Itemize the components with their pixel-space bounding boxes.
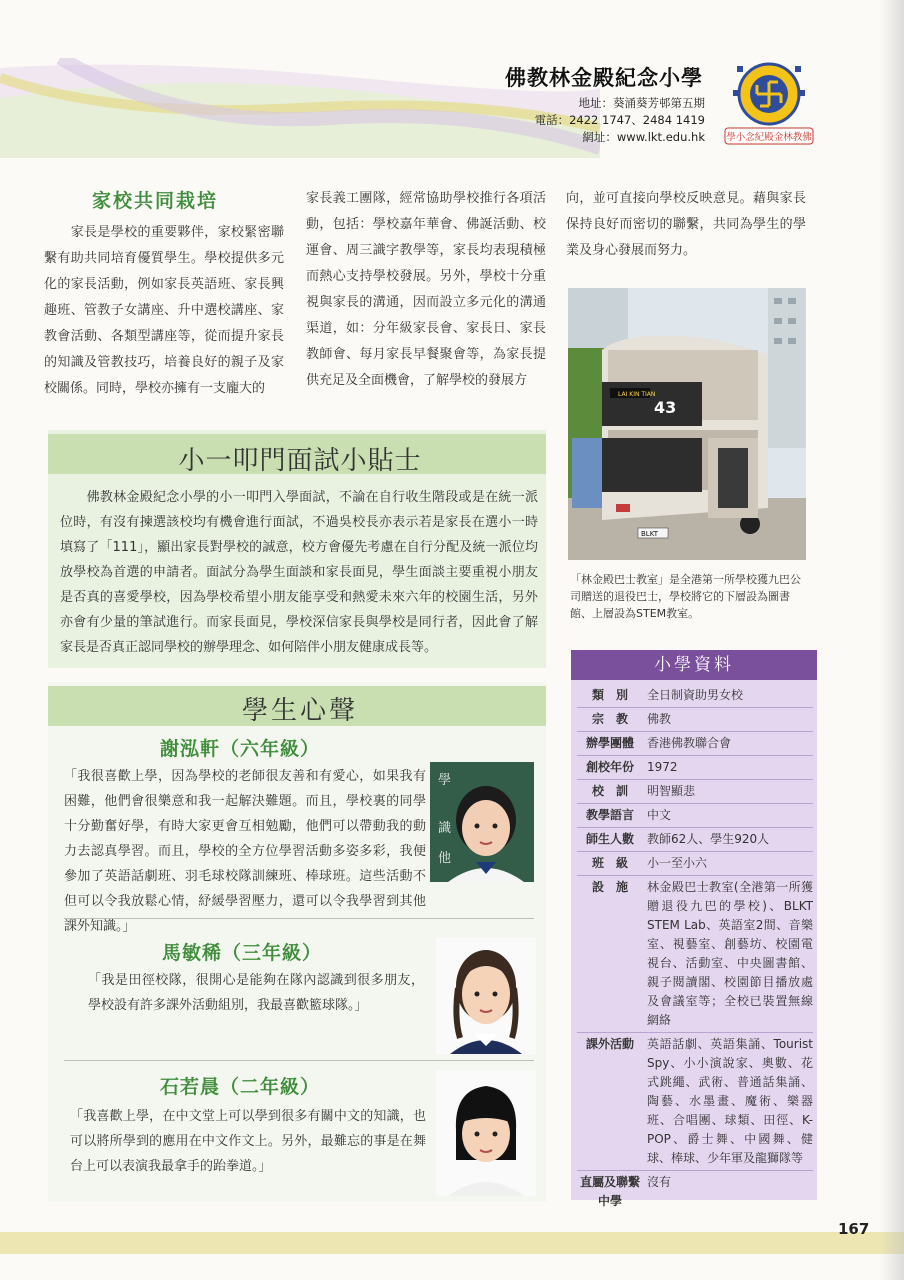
family-section-heading: 家校共同栽培 (92, 190, 219, 212)
school-logo (723, 60, 815, 146)
info-value: 佛教 (647, 712, 672, 726)
info-row-activities (577, 1033, 813, 1171)
student-photo-2 (436, 938, 536, 1054)
info-row-headcount (577, 828, 813, 852)
info-value: 香港佛教聯合會 (647, 736, 732, 750)
info-label: 創校年份 (585, 760, 634, 774)
student-voices-title: 學生心聲 (241, 696, 358, 726)
info-row-motto (577, 780, 813, 804)
footer-strip (0, 1232, 904, 1254)
info-label: 類 別 (591, 688, 628, 702)
info-label: 辦學團體 (585, 736, 634, 750)
info-row-founded (577, 756, 813, 780)
logo-text: 學小念紀殿金林教佛 (726, 132, 812, 143)
board-char-1: 學 (438, 773, 452, 788)
info-value: 全日制資助男女校 (647, 688, 744, 702)
family-text-col1: 家長是學校的重要夥伴，家校緊密聯繫有助共同培育優質學生。學校提供多元化的家長活動，例如家長英語班、家長興趣班、管教子女講座、升中選校講座、家教會活動、各類型講座等，從而提升家長的知識及管教技巧，培養良好的親子及家校關係。同時，學校亦擁有一支龐大的 (44, 225, 284, 396)
info-label: 直屬及聯繫中學 (579, 1175, 640, 1208)
interview-tips-title: 小一叩門面試小貼士 (178, 446, 422, 476)
board-char-2: 識 (438, 821, 452, 836)
bus-route-number: 43 (654, 398, 677, 417)
info-label: 宗 教 (591, 712, 628, 726)
bus-classroom-photo (568, 288, 806, 560)
info-row-facilities (577, 876, 813, 1033)
info-label: 教學語言 (585, 808, 634, 822)
info-value: 教師62人、學生920人 (647, 832, 770, 846)
info-label: 課外活動 (585, 1037, 634, 1051)
info-row-category (577, 684, 813, 708)
info-row-language (577, 804, 813, 828)
info-row-secondary (577, 1171, 813, 1213)
info-label: 班 級 (591, 856, 628, 870)
school-info-table (577, 684, 813, 1213)
student-name-1: 謝泓軒（六年級） (160, 738, 321, 760)
student-name-3: 石若晨（二年級） (160, 1076, 321, 1098)
bus-caption: 「林金殿巴士教室」是全港第一所學校獲九巴公司贈送的退役巴士，學校將它的下層設為圖書館、上層設為STEM教室。 (570, 573, 801, 620)
school-phone: 電話：2422 1747、2484 1419 (534, 113, 705, 127)
school-contact-info (520, 95, 705, 146)
info-value: 1972 (647, 760, 678, 774)
school-name: 佛教林金殿紀念小學 (505, 66, 703, 90)
school-address: 地址：葵涌葵芳邨第五期 (578, 96, 705, 110)
info-row-religion (577, 708, 813, 732)
info-label: 師生人數 (585, 832, 634, 846)
info-row-classes (577, 852, 813, 876)
info-value: 中文 (647, 808, 672, 822)
info-value: 英語話劇、英語集誦、Tourist Spy、小小演說家、奧數、花式跳繩、武術、普通話集誦、陶藝、水墨畫、魔術、樂器班、合唱團、球類、田徑、K-POP、爵士舞、中國舞、健球、棒球、少年軍及龍獅隊等 (647, 1037, 813, 1165)
interview-tips-body: 佛教林金殿紀念小學的小一叩門入學面試，不論在自行收生階段或是在統一派位時，有沒有揀選該校均有機會進行面試，不過吳校長亦表示若是家長在選小一時填寫了「111」，顯出家長對學校的誠意，校方會優先考慮在自行分配及統一派位均放學校為首選的申請者。面試分為學生面談和家長面見，學生面談主要重視小朋友是否真的喜愛學校，因為學校希望小朋友能享受和熱愛未來六年的校園生活，另外亦會有少量的筆試進行。而家長面見，學校深信家長與學校是同行者，因此會了解家長是否真正認同學校的辦學理念、如何陪伴小朋友健康成長等。 (60, 490, 538, 655)
bus-plate: BLKT (641, 530, 659, 538)
info-value: 明智顯悲 (647, 784, 696, 798)
family-text-col2: 家長義工團隊，經常協助學校推行各項活動，包括：學校嘉年華會、佛誕活動、校運會、周三識字教學等，家長均表現積極而熱心支持學校發展。另外，學校十分重視與家長的溝通，因而設立多元化的溝通渠道，如：分年級家長會、家長日、家長教師會、每月家長早餐聚會等，為家長提供充足及全面機會，了解學校的發展方 (306, 191, 546, 388)
student-quote-1: 「我很喜歡上學，因為學校的老師很友善和有愛心，如果我有困難，他們會很樂意和我一起解決難題。而且，學校裏的同學十分勤奮好學，有時大家更會互相勉勵，他們可以帶動我的動力去認真學習。而且，學校的全方位學習活動多姿多彩，我便參加了英語話劇班、羽毛球校隊訓練班、棒球班。這些活動不但可以令我放鬆心情，紓緩學習壓力，還可以令我學習到其他課外知識。」 (64, 769, 426, 934)
info-row-sponsor (577, 732, 813, 756)
student-name-2: 馬敏稀（三年級） (162, 942, 323, 964)
bus-destination: LAI KIN TIAN (618, 391, 656, 398)
info-label: 校 訓 (591, 784, 628, 798)
school-website: 網址：www.lkt.edu.hk (582, 130, 705, 144)
page-number: 167 (838, 1220, 870, 1238)
student-quote-2: 「我是田徑校隊，很開心是能夠在隊內認識到很多朋友，學校設有許多課外活動組別，我最喜歡籃球隊。」 (88, 973, 424, 1013)
school-info-title: 小學資料 (571, 650, 817, 680)
student-photo-3 (436, 1070, 536, 1196)
board-char-3: 他 (438, 851, 452, 866)
family-text-col3: 向，並可直接向學校反映意見。藉與家長保持良好而密切的聯繫，共同為學生的學業及身心發展而努力。 (566, 191, 806, 258)
info-value: 沒有 (647, 1175, 672, 1189)
info-label: 設 施 (591, 880, 628, 894)
student-quote-3: 「我喜歡上學，在中文堂上可以學到很多有關中文的知識，也可以將所學到的應用在中文作文上。另外，最難忘的事是在舞台上可以表演我最拿手的跆拳道。」 (70, 1109, 426, 1174)
info-value: 林金殿巴士教室(全港第一所獲贈退役九巴的學校)、BLKT STEM Lab、英語室2間、音樂室、視藝室、創藝坊、校園電視台、活動室、中央圖書館、親子閱讀閣、校園節目播放處及會議室等；全校已裝置無線網絡 (647, 880, 813, 1027)
info-value: 小一至小六 (647, 856, 708, 870)
page-edge-shadow (880, 0, 904, 1280)
student-divider-2 (64, 1060, 534, 1061)
student-divider-1 (64, 918, 534, 919)
student-photo-1 (430, 762, 534, 882)
